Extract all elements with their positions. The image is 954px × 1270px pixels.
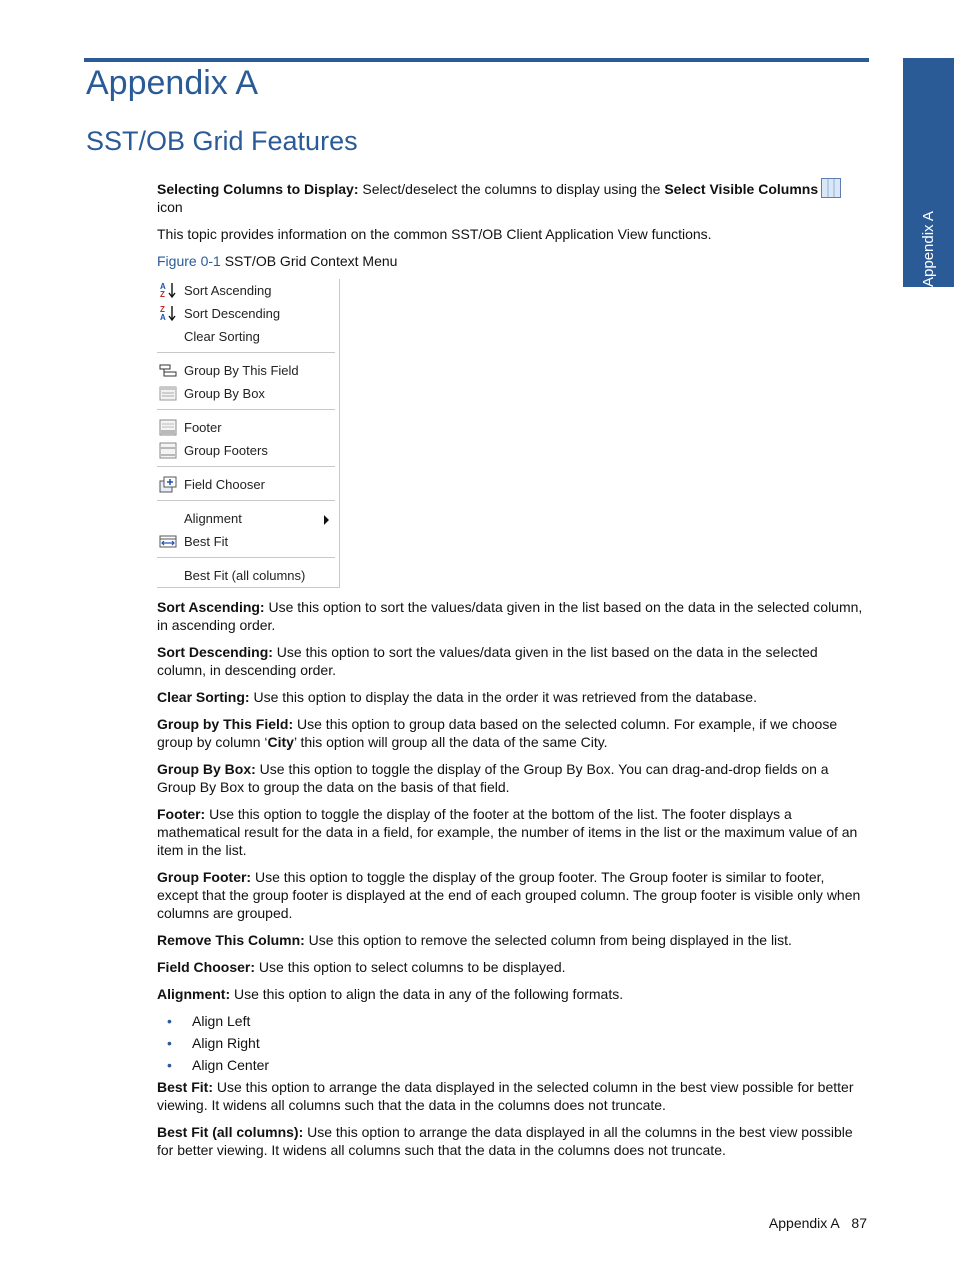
menu-label-field-chooser: Field Chooser xyxy=(184,477,265,492)
figure-label: Figure 0-1 xyxy=(157,253,221,269)
footer-icon xyxy=(159,419,177,436)
submenu-arrow-icon xyxy=(324,515,329,525)
group-by-field-icon xyxy=(159,362,177,379)
def-group-by-field xyxy=(157,715,869,751)
menu-item-sort-descending[interactable] xyxy=(157,302,339,325)
def-text: Use this option to arrange the data displayed in all the columns in the best view possible for better viewing. It widens all columns such that the data in the columns does not truncate. xyxy=(157,1124,853,1158)
def-text: Use this option to toggle the display of the Group By Box. You can drag-and-drop fields on a Group By Box to group the data on the basis of that field. xyxy=(157,761,829,795)
group-by-box-icon xyxy=(159,385,177,402)
menu-label-group-by-field: Group By This Field xyxy=(184,363,299,378)
def-label: Clear Sorting: xyxy=(157,689,250,705)
menu-separator xyxy=(157,466,335,467)
def-remove-column xyxy=(157,931,869,949)
def-group-by-box xyxy=(157,760,869,796)
menu-label-sort-descending: Sort Descending xyxy=(184,306,281,321)
menu-separator xyxy=(157,409,335,410)
svg-text:A: A xyxy=(160,282,166,291)
def-text: Use this option to group data based on the selected column. For example, if we choose group by column ‘ xyxy=(157,716,838,750)
menu-label-clear-sorting: Clear Sorting xyxy=(184,329,260,344)
def-text: Use this option to sort the values/data given in the list based on the data in the selected column, in ascending order. xyxy=(157,599,863,633)
def-label: Group by This Field: xyxy=(157,716,294,732)
menu-item-alignment[interactable] xyxy=(157,507,339,530)
def-text: Use this option to sort the values/data given in the list based on the data in the selected column, in descending order. xyxy=(157,644,818,678)
best-fit-icon xyxy=(159,533,177,550)
select-visible-columns-icon xyxy=(821,178,841,198)
menu-item-group-by-field[interactable] xyxy=(157,359,339,382)
menu-item-footer[interactable] xyxy=(157,416,339,439)
menu-label-group-by-box: Group By Box xyxy=(184,386,265,401)
page-content xyxy=(157,178,869,1168)
grid-context-menu xyxy=(157,279,340,588)
sort-ascending-icon xyxy=(159,282,177,299)
menu-item-group-footers[interactable] xyxy=(157,439,339,462)
menu-label-best-fit: Best Fit xyxy=(184,534,229,549)
menu-label-alignment: Alignment xyxy=(184,511,242,526)
def-label: Alignment: xyxy=(157,986,231,1002)
def-text: ’ this option will group all the data of the same City. xyxy=(293,734,608,750)
menu-separator xyxy=(157,557,335,558)
side-tab-text: Appendix A xyxy=(920,211,937,287)
list-item: • Align Center xyxy=(192,1056,869,1074)
group-footers-icon xyxy=(159,442,177,459)
def-sort-ascending xyxy=(157,598,869,634)
header-rule xyxy=(84,58,869,62)
menu-label-group-footers: Group Footers xyxy=(184,443,268,458)
def-text: Use this option to display the data in the order it was retrieved from the database. xyxy=(249,689,757,705)
field-chooser-icon xyxy=(159,476,177,493)
def-alignment xyxy=(157,985,869,1003)
def-label: Sort Descending: xyxy=(157,644,273,660)
menu-item-sort-ascending[interactable] xyxy=(157,279,339,302)
def-label: Group By Box: xyxy=(157,761,256,777)
list-item: • Align Left xyxy=(192,1012,869,1030)
selecting-columns-label: Selecting Columns to Display: xyxy=(157,181,359,197)
def-text: Use this option to align the data in any of the following formats. xyxy=(230,986,624,1002)
def-label: Sort Ascending: xyxy=(157,599,265,615)
menu-separator xyxy=(157,352,335,353)
figure-caption-text: SST/OB Grid Context Menu xyxy=(220,253,398,269)
def-label: Group Footer: xyxy=(157,869,252,885)
def-text: Use this option to remove the selected column from being displayed in the list. xyxy=(304,932,792,948)
def-text: Use this option to arrange the data displayed in the selected column in the best view possible for better viewing. It widens all columns such that the data in the columns does not truncate. xyxy=(157,1079,854,1113)
menu-label-footer: Footer xyxy=(184,420,222,435)
figure-caption xyxy=(157,252,869,270)
topic-paragraph: This topic provides information on the common SST/OB Client Application View functions. xyxy=(157,226,712,242)
def-label: Field Chooser: xyxy=(157,959,256,975)
def-text: Use this option to select columns to be displayed. xyxy=(255,959,566,975)
page-number: 87 xyxy=(851,1215,867,1231)
def-text: Use this option to toggle the display of the footer at the bottom of the list. The footer displays a mathematical result for the data in a field, for example, the number of items in the list or the maximum value of an item in the list. xyxy=(157,806,858,858)
def-group-footer xyxy=(157,868,869,922)
def-label: Best Fit (all columns): xyxy=(157,1124,304,1140)
def-city: City xyxy=(267,734,294,750)
menu-label-sort-ascending: Sort Ascending xyxy=(184,283,272,298)
menu-item-field-chooser[interactable] xyxy=(157,473,339,496)
def-text: Use this option to toggle the display of the group footer. The Group footer is similar to footer, except that the group footer is displayed at the end of each grouped column. The group footer is visible only when columns are grouped. xyxy=(157,869,861,921)
def-best-fit-all xyxy=(157,1123,869,1159)
menu-item-group-by-box[interactable] xyxy=(157,382,339,405)
def-label: Best Fit: xyxy=(157,1079,213,1095)
menu-item-best-fit[interactable] xyxy=(157,530,339,553)
sort-descending-icon xyxy=(159,305,177,322)
page-title: Appendix A xyxy=(86,64,259,102)
menu-separator xyxy=(157,500,335,501)
selecting-columns-paragraph xyxy=(157,178,869,216)
side-tab-label xyxy=(903,58,954,287)
list-item: • Align Right xyxy=(192,1034,869,1052)
def-label: Remove This Column: xyxy=(157,932,305,948)
section-title: SST/OB Grid Features xyxy=(86,126,358,156)
def-label: Footer: xyxy=(157,806,206,822)
def-sort-descending xyxy=(157,643,869,679)
def-clear-sorting xyxy=(157,688,869,706)
svg-text:A: A xyxy=(160,313,166,322)
alignment-options-list xyxy=(157,1012,869,1074)
menu-item-best-fit-all[interactable] xyxy=(157,564,339,587)
select-visible-columns-label: Select Visible Columns xyxy=(664,181,819,197)
footer-section: Appendix A xyxy=(768,1215,840,1231)
page-footer xyxy=(769,1215,867,1231)
def-field-chooser xyxy=(157,958,869,976)
def-footer xyxy=(157,805,869,859)
def-best-fit xyxy=(157,1078,869,1114)
menu-label-best-fit-all: Best Fit (all columns) xyxy=(184,568,306,583)
icon-word: icon xyxy=(157,199,183,215)
menu-item-clear-sorting[interactable] xyxy=(157,325,339,348)
svg-text:Z: Z xyxy=(160,305,165,314)
selecting-columns-text: Select/deselect the columns to display using the xyxy=(358,181,665,197)
svg-text:Z: Z xyxy=(160,290,165,299)
